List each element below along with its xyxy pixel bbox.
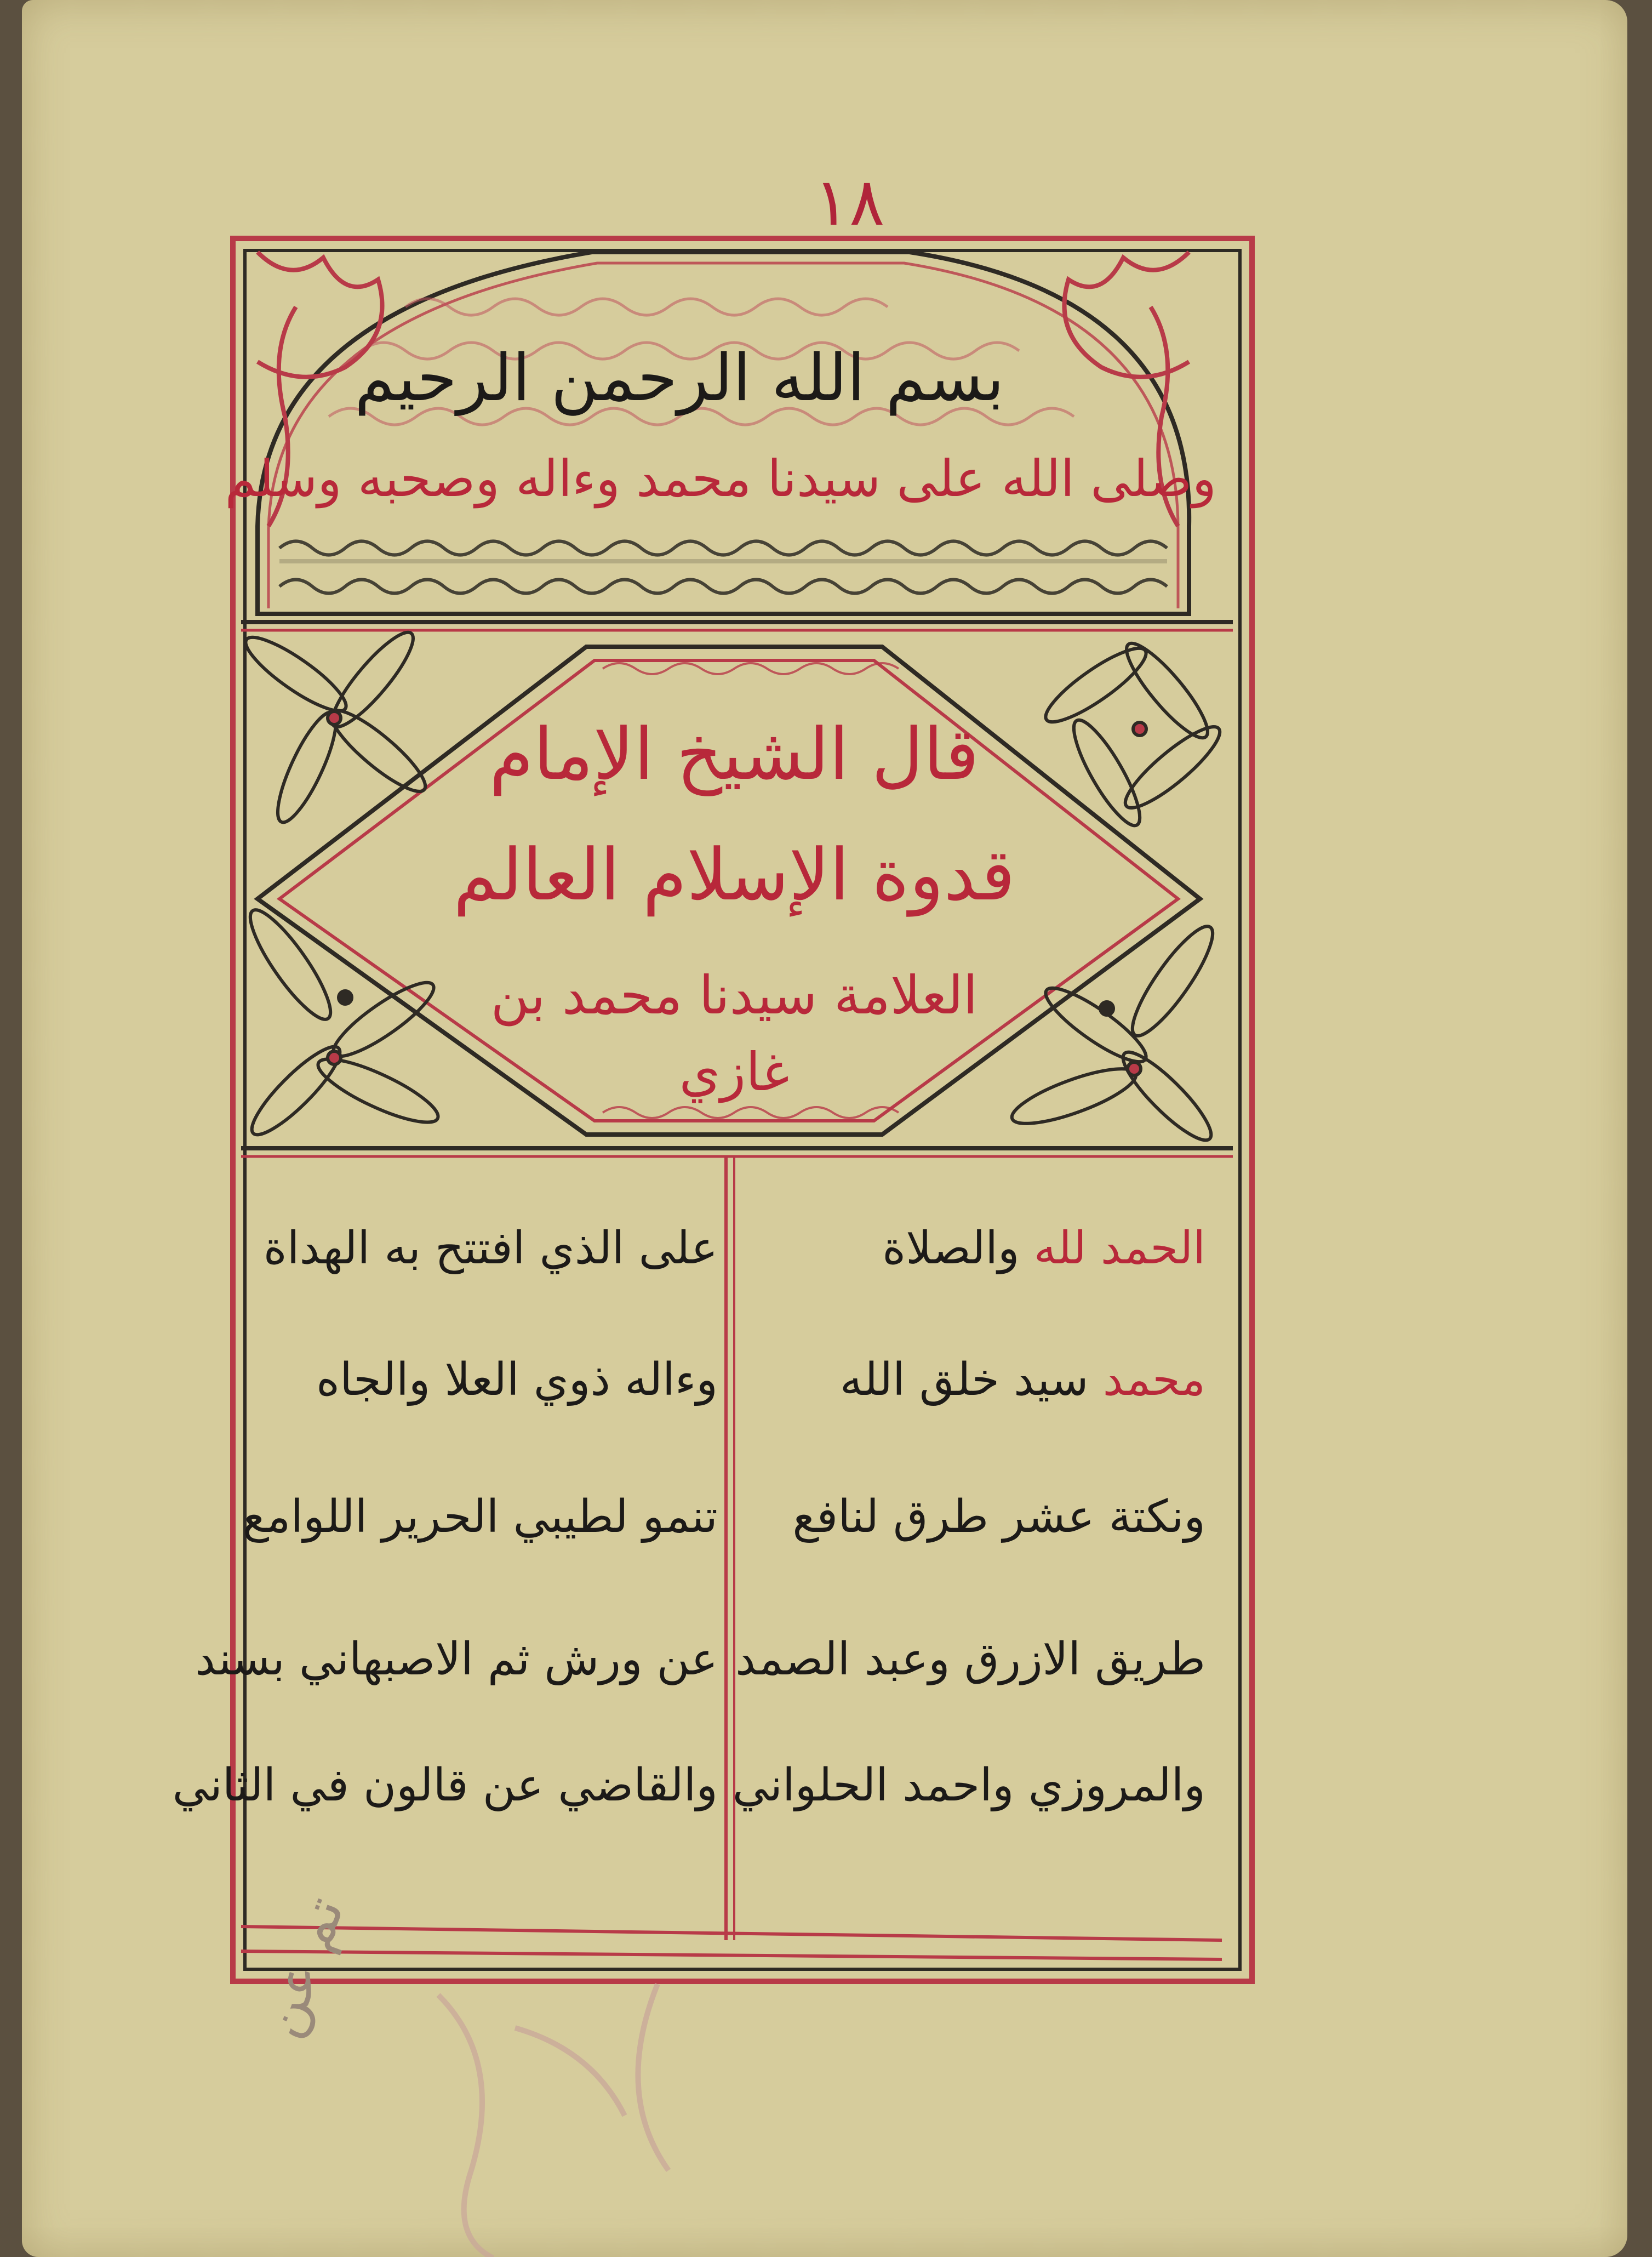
salawat-line: وصلى الله على سيدنا محمد وءاله وصحبه وسلم	[225, 449, 1216, 508]
flower-bottom-right	[1007, 917, 1224, 1149]
title-line-1: قال الشيخ الإمام	[489, 713, 979, 796]
page-number: ١٨	[814, 164, 885, 241]
title-line-3: العلامة سيدنا محمد بن	[490, 965, 978, 1026]
verse-2-left: وءاله ذوي العلا والجاه	[316, 1354, 718, 1406]
verse-5-left: والقاضي عن قالون في الثاني	[172, 1759, 718, 1811]
title-line-2: قدوة الإسلام العالم	[453, 833, 1015, 916]
verse-4-left: عن ورش ثم الاصبهاني بسند	[195, 1633, 718, 1685]
flower-top-right	[1038, 635, 1228, 833]
illumination-decoration	[22, 0, 1627, 2257]
verse-1-right: الحمد لله والصلاة	[882, 1222, 1205, 1274]
flower-top-left	[238, 624, 434, 829]
verse-5-right: والمروزي واحمد الحلواني	[732, 1759, 1205, 1811]
verse-1-left: على الذي افتتح به الهداة	[263, 1222, 718, 1274]
verse-2-right: محمد سيد خلق الله	[839, 1354, 1205, 1406]
title-line-4: غازي	[679, 1041, 790, 1103]
margin-note: تم عن	[247, 1888, 357, 2045]
verse-4-right: طريق الازرق وعبد الصمد	[735, 1633, 1205, 1685]
flower-bottom-left	[239, 901, 445, 1144]
manuscript-page	[22, 0, 1627, 2257]
verse-3-left: تنمو لطيبي الحرير اللوامع	[242, 1491, 718, 1543]
basmala-heading: بسم الله الرحمن الرحيم	[355, 340, 1004, 415]
verse-3-right: ونكتة عشر طرق لنافع	[792, 1491, 1205, 1543]
